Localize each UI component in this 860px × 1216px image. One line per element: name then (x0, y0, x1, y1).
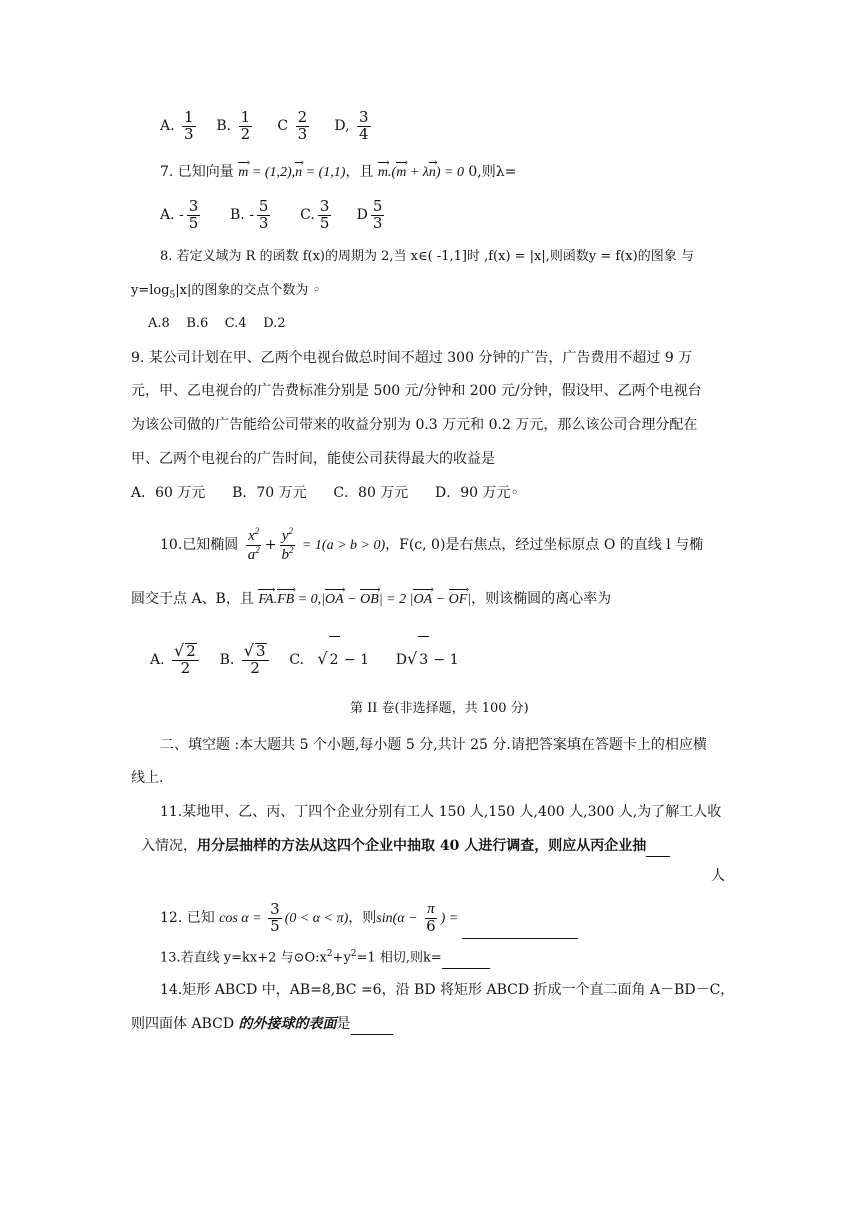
q11-answer-blank[interactable] (646, 836, 670, 857)
q6-option-c-fraction: $\frac{2}{3}$ (297, 107, 308, 143)
q14-line-1: 14.矩形 ABCD 中，AB=8,BC =6，沿 BD 将矩形 ABCD 折成一个直二面角 A－BD－C， (160, 982, 735, 998)
q6-option-a-fraction: $\frac{1}{3}$ (184, 107, 194, 143)
vector-of: OF › (449, 590, 468, 610)
q10-options: A. $\frac{√ 2}{2}$ B. $\frac{√ 3}{2}$ C. √ 2 − 1 D√ 3 − 1 (150, 636, 459, 683)
q13-stem: 13.若直线 y=kx+2 与$⊙O:x^2+y^2=1$ 相切,则k= (160, 944, 490, 969)
vector-m: m › (238, 163, 248, 183)
q9-line-2: 元，甲、乙电视台的广告费标准分别是 500 元/分钟和 200 元/分钟，假设甲、乙两个电视台 (131, 383, 702, 399)
q6-option-b-label: B. (216, 118, 232, 134)
q12-pi-fraction: $\frac{\pi}{6}$ (426, 900, 436, 935)
section-2-intro-1: 二、填空题 :本大题共 5 个小题,每小题 5 分,共计 25 分.请把答案填在答题卡上的相应横 (160, 737, 707, 753)
q7-option-c-fraction: $\frac{3}{5}$ (319, 196, 330, 232)
q13-answer-blank[interactable] (442, 948, 490, 969)
vector-m: m › (396, 163, 406, 183)
q7-stem: 7. 已知向量 m › = (1,2),n › = (1,1)，且 m ›.(m › + λn ›) = 0 0,则λ= (160, 162, 516, 183)
q6-options (160, 104, 374, 148)
q11-line-1: 11.某地甲、乙、丙、丁四个企业分别有工人 150 人,150 人,400 人,300 人,为了解工人收 (160, 804, 722, 820)
q12-stem: 12. 已知 cos α = $\frac{3}{5}$ (0 < α < π)，则sin(α − $\frac{\pi}{6}$ ) = (160, 898, 578, 939)
vector-oa: OA › (325, 590, 344, 610)
q7-options: A. - $\frac{3}{5}$ B. - $\frac{5}{3}$ C. $\frac{3}{5}$ D $\frac{5}{3}$ (160, 196, 383, 232)
q7-option-b-fraction: $\frac{5}{3}$ (258, 196, 269, 232)
vector-oa: OA › (413, 590, 432, 610)
vector-m: m › (378, 163, 388, 183)
q6-option-a-label: A. (160, 118, 175, 134)
q6-option-c-label: C (277, 118, 289, 134)
vector-fb: FB › (277, 590, 294, 610)
q8-options: A.8 B.6 C.4 D.2 (148, 316, 286, 331)
q9-line-1: 9. 某公司计划在甲、乙两个电视台做总时间不超过 300 分钟的广告，广告费用不超过 9 万 (131, 350, 693, 366)
q7-option-d-fraction: $\frac{5}{3}$ (372, 196, 383, 232)
q10-y-over-b-fraction: $\frac{y^2}{b^2}$ (281, 525, 294, 563)
q11-line-3: 人 (711, 868, 725, 884)
q10-stem: 10.已知椭圆 $\frac{x^2}{a^2}$ + $\frac{y^2}{b^2}$ = 1(a > b > 0)，F(c, 0)是右焦点，经过坐标原点 O 的直线 l 与椭 (160, 525, 704, 563)
vector-n: n › (295, 163, 302, 183)
vector-fa: FA › (258, 590, 273, 610)
q10-line-2: 圆交于点 A、B，且 FA ›.FB › = 0,|OA › − OB ›| = 2 |OA › − OF ›|，则该椭圆的离心率为 (131, 589, 611, 610)
q14-line-2: 则四面体 ABCD 的外接球的表面是 (131, 1014, 393, 1035)
q10-option-b-fraction: $\frac{√ 3}{2}$ (242, 643, 269, 677)
q6-option-d-label: D, (334, 118, 350, 134)
q8-line-2: $y=\log_5|x|$的图象的交点个数为 ◦ (131, 283, 321, 301)
q7-option-a-fraction: $\frac{3}{5}$ (188, 196, 199, 232)
q8-line-1: 8. 若定义域为 R 的函数 f(x)的周期为 2,当 x∈( -1,1]时 ,f(x) = |x|,则函数y = f(x)的图象 与 (160, 249, 694, 264)
q11-line-2: 入情况，用分层抽样的方法从这四个企业中抽取 40 人进行调查，则应从丙企业抽 (141, 836, 670, 857)
q6-option-b-fraction: $\frac{1}{2}$ (240, 107, 251, 143)
q9-line-3: 为该公司做的广告能给公司带来的收益分别为 0.3 万元和 0.2 万元，那么该公司合理分配在 (131, 417, 698, 433)
q12-fraction: $\frac{3}{5}$ (270, 899, 280, 935)
section-2-title: 第 II 卷(非选择题，共 100 分) (350, 701, 529, 716)
q9-options: A．60 万元 B．70 万元 C．80 万元 D．90 万元◦ (131, 485, 519, 501)
q9-line-4: 甲、乙两个电视台的广告时间，能使公司获得最大的收益是 (131, 451, 495, 467)
section-2-intro-2: 线上. (131, 770, 164, 786)
vector-ob: OB › (360, 590, 379, 610)
q10-option-a-fraction: $\frac{√ 2}{2}$ (172, 643, 199, 677)
vector-n: n › (429, 163, 436, 183)
q12-answer-blank[interactable] (462, 898, 578, 939)
q6-option-d-fraction: $\frac{3}{4}$ (359, 107, 369, 143)
q14-answer-blank[interactable] (351, 1014, 393, 1035)
q10-x-over-a-fraction: $\frac{x^2}{a^2}$ (247, 525, 260, 563)
